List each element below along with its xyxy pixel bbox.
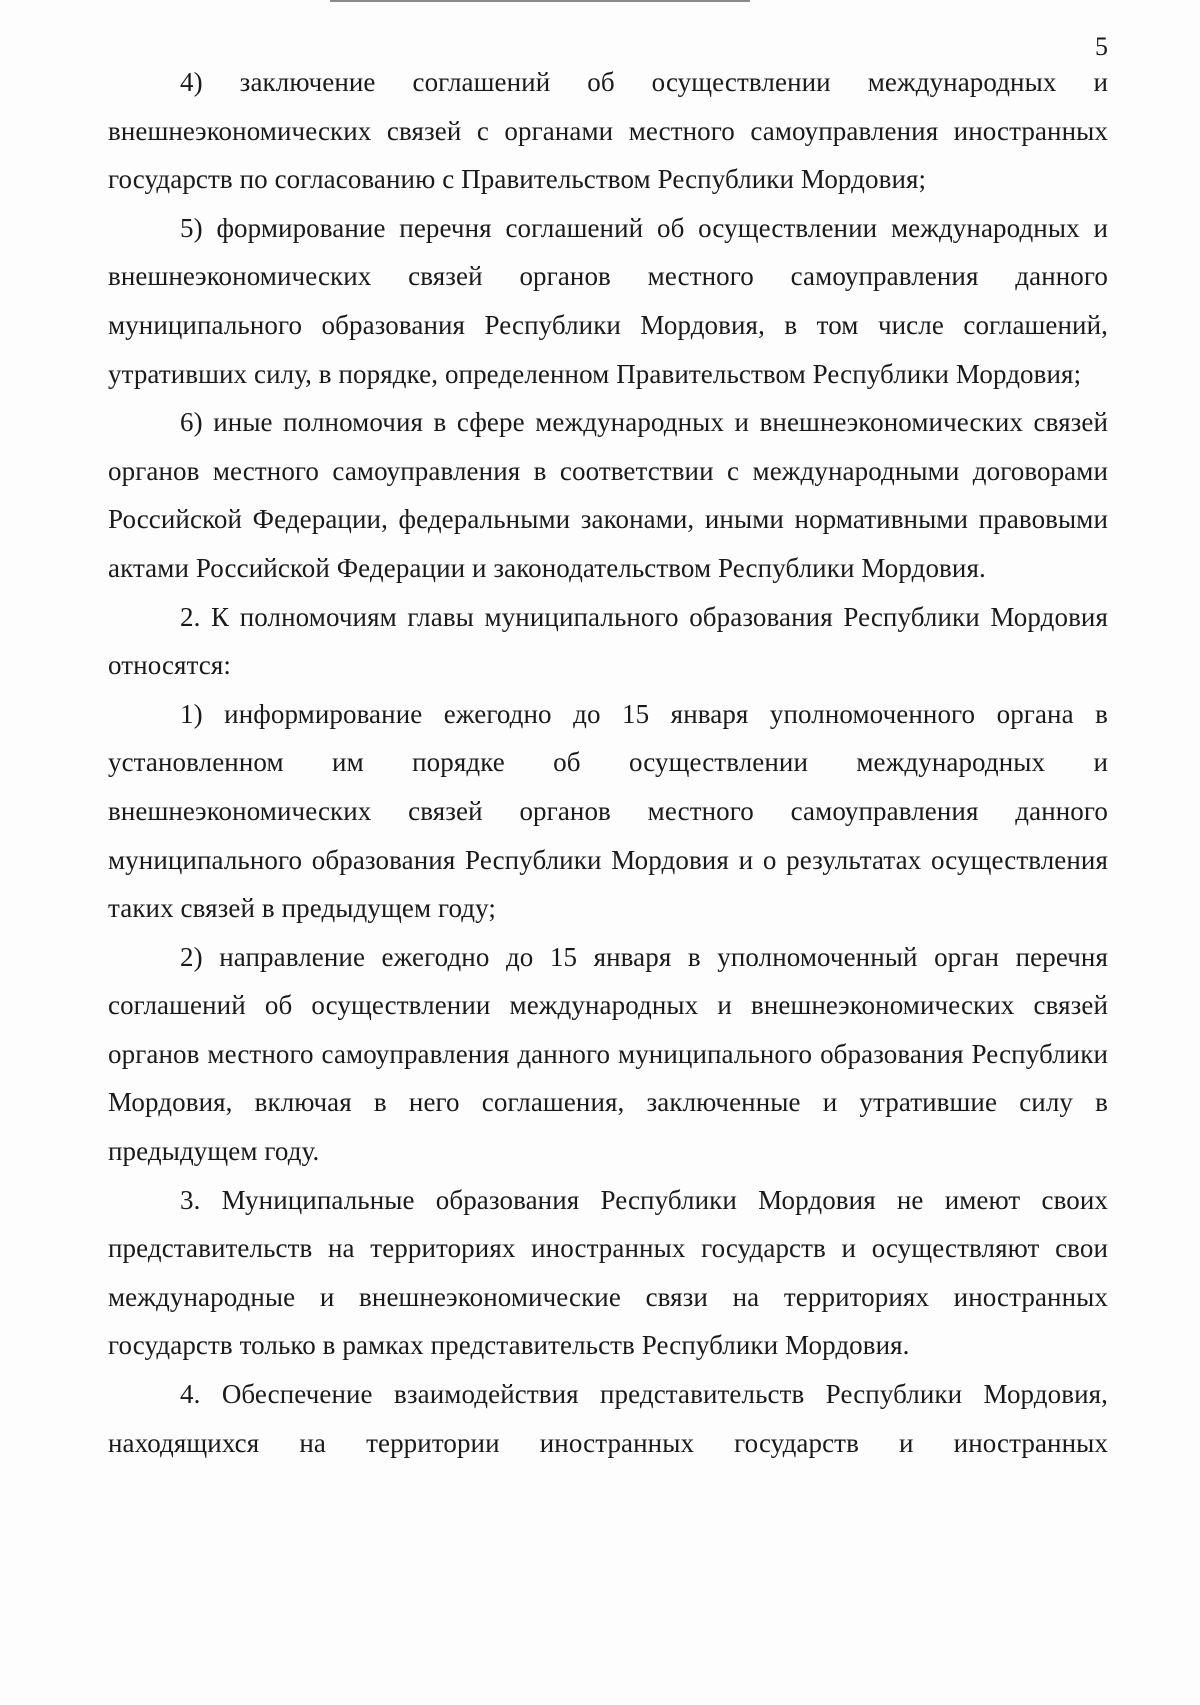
paragraph-section-2: 2. К полномочиям главы муниципального образования Республики Мордовия относятся: (108, 601, 1108, 681)
scan-top-edge-line (330, 0, 750, 2)
paragraph-section-4: 4. Обеспечение взаимодействия представительств Республики Мордовия, находящихся на территории иностранных государств и иностранных (108, 1379, 1108, 1458)
paragraph-section-2-item-2: 2) направление ежегодно до 15 января в уполномоченный орган перечня соглашений об осуществлении международных и внешнеэкономических связей органов местного самоуправления данного муниципального образования Республики Мордовия, включая в него соглашения, заключенные и утратившие силу в предыдущем году. (108, 941, 1108, 1167)
page-number: 5 (1095, 32, 1108, 61)
paragraph-section-2-item-1: 1) информирование ежегодно до 15 января уполномоченного органа в установленном им порядке об осуществлении международных и внешнеэкономических связей органов местного самоуправления данного муниципального образования Республики Мордовия и о результатах осуществления таких связей в предыдущем году; (108, 698, 1108, 924)
paragraph-section-3: 3. Муниципальные образования Республики Мордовия не имеют своих представительств на территориях иностранных государств и осуществляют свои международные и внешнеэкономические связи на территориях иностранных государств только в рамках представительств Республики Мордовия. (108, 1184, 1108, 1361)
paragraph-item-4: 4) заключение соглашений об осуществлении международных и внешнеэкономических связей с органами местного самоуправления иностранных государств по согласованию с Правительством Республики Мордовия; (108, 67, 1108, 195)
document-body (108, 58, 1108, 1467)
paragraph-item-6: 6) иные полномочия в сфере международных и внешнеэкономических связей органов местного самоуправления в соответствии с международными договорами Российской Федерации, федеральными законами, иными нормативными правовыми актами Российской Федерации и законодательством Республики Мордовия. (108, 407, 1108, 583)
paragraph-item-5: 5) формирование перечня соглашений об осуществлении международных и внешнеэкономических связей органов местного самоуправления данного муниципального образования Республики Мордовия, в том числе соглашений, утративших силу, в порядке, определенном Правительством Республики Мордовия; (108, 212, 1108, 389)
